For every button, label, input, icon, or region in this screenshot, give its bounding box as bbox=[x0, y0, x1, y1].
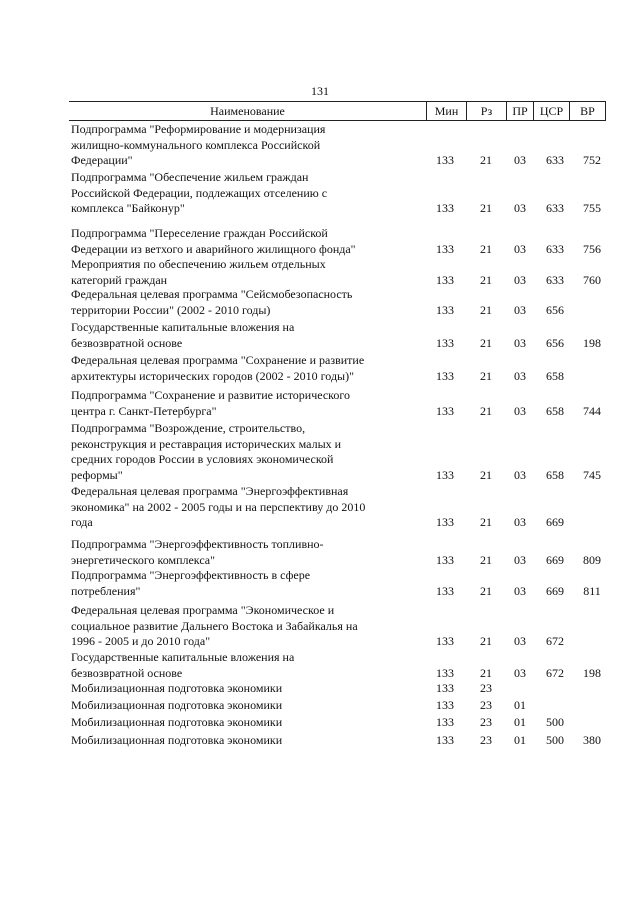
cell-vr: 198 bbox=[583, 665, 601, 680]
cell-csr: 669 bbox=[546, 515, 564, 529]
cell-csr: 633 bbox=[546, 272, 564, 287]
cell-csr: 658 bbox=[546, 368, 564, 383]
cell-pr: 03 bbox=[514, 241, 526, 256]
cell-rz: 21 bbox=[480, 272, 492, 287]
cell-pr: 01 bbox=[514, 733, 526, 747]
cell-pr: 01 bbox=[514, 698, 526, 712]
header-min: Мин bbox=[426, 102, 466, 120]
cell-min: 133 bbox=[436, 153, 454, 167]
cell-csr: 633 bbox=[546, 201, 564, 215]
cell-min: 133 bbox=[436, 201, 454, 215]
cell-pr: 01 bbox=[514, 715, 526, 729]
row-name: Подпрограмма "Возрождение, строительство, реконструкция и реставрация исторических малых и средних городов России в условиях экономической реформы" bbox=[71, 421, 342, 482]
cell-min: 133 bbox=[436, 515, 454, 529]
cell-csr: 500 bbox=[546, 733, 564, 747]
row-name: Федеральная целевая программа "Сейсмобезопасность территории России" (2002 - 2010 годы) bbox=[71, 287, 353, 317]
row-name: Подпрограмма "Реформирование и модернизация жилищно-коммунального комплекса Российской Федерации" bbox=[71, 122, 326, 167]
cell-min: 133 bbox=[436, 302, 454, 317]
table-row bbox=[0, 537, 640, 568]
cell-csr: 669 bbox=[546, 583, 564, 598]
cell-rz: 21 bbox=[480, 583, 492, 598]
cell-rz: 21 bbox=[480, 467, 492, 482]
row-name: Подпрограмма "Сохранение и развитие исторического центра г. Санкт-Петербурга" bbox=[71, 388, 351, 418]
cell-vr: 756 bbox=[583, 241, 601, 256]
cell-csr: 656 bbox=[546, 302, 564, 317]
table-row bbox=[0, 698, 640, 714]
cell-csr: 658 bbox=[546, 403, 564, 418]
table-row bbox=[0, 257, 640, 288]
cell-rz: 21 bbox=[480, 302, 492, 317]
cell-pr: 03 bbox=[514, 515, 526, 529]
cell-pr: 03 bbox=[514, 272, 526, 287]
page-number: 131 bbox=[311, 84, 329, 98]
table-row bbox=[0, 122, 640, 169]
table-row bbox=[0, 733, 640, 749]
cell-rz: 23 bbox=[480, 698, 492, 712]
cell-vr: 752 bbox=[583, 153, 601, 167]
row-name: Подпрограмма "Энергоэффективность топливно- энергетического комплекса" bbox=[71, 537, 324, 567]
cell-pr: 03 bbox=[514, 665, 526, 680]
header-name: Наименование bbox=[210, 104, 285, 118]
header-vr: ВР bbox=[569, 102, 606, 120]
cell-min: 133 bbox=[436, 583, 454, 598]
cell-csr: 633 bbox=[546, 241, 564, 256]
cell-min: 133 bbox=[436, 698, 454, 712]
table-row bbox=[0, 650, 640, 681]
table-row bbox=[0, 170, 640, 217]
row-name: Подпрограмма "Переселение граждан Российской Федерации из ветхого и аварийного жилищного фонда" bbox=[71, 226, 356, 256]
cell-min: 133 bbox=[436, 272, 454, 287]
table-row bbox=[0, 226, 640, 257]
table-row bbox=[0, 681, 640, 697]
table-row bbox=[0, 603, 640, 650]
cell-csr: 633 bbox=[546, 153, 564, 167]
cell-rz: 21 bbox=[480, 665, 492, 680]
cell-csr: 500 bbox=[546, 715, 564, 729]
cell-csr: 656 bbox=[546, 335, 564, 350]
row-name: Мобилизационная подготовка экономики bbox=[71, 715, 283, 729]
cell-pr: 03 bbox=[514, 583, 526, 598]
cell-csr: 672 bbox=[546, 665, 564, 680]
cell-pr: 03 bbox=[514, 552, 526, 567]
row-name: Государственные капитальные вложения на безвозвратной основе bbox=[71, 650, 295, 680]
table-row bbox=[0, 484, 640, 531]
cell-pr: 03 bbox=[514, 634, 526, 648]
table-row bbox=[0, 320, 640, 351]
cell-min: 133 bbox=[436, 681, 454, 695]
cell-pr: 03 bbox=[514, 201, 526, 215]
cell-min: 133 bbox=[436, 335, 454, 350]
row-name: Подпрограмма "Энергоэффективность в сфере потребления" bbox=[71, 568, 311, 598]
table-header bbox=[69, 101, 606, 121]
table-row bbox=[0, 353, 640, 384]
cell-pr: 03 bbox=[514, 467, 526, 482]
row-name: Федеральная целевая программа "Энергоэффективная экономика" на 2002 - 2005 годы и на перспективу до 2010 года bbox=[71, 484, 366, 529]
row-name: Мобилизационная подготовка экономики bbox=[71, 681, 283, 695]
cell-min: 133 bbox=[436, 368, 454, 383]
row-name: Мобилизационная подготовка экономики bbox=[71, 733, 283, 747]
cell-rz: 21 bbox=[480, 634, 492, 648]
cell-vr: 198 bbox=[583, 335, 601, 350]
cell-min: 133 bbox=[436, 634, 454, 648]
row-name: Подпрограмма "Обеспечение жильем граждан Российской Федерации, подлежащих отселению с комплекса "Байконур" bbox=[71, 170, 328, 215]
header-csr: ЦСР bbox=[533, 102, 569, 120]
cell-csr: 672 bbox=[546, 634, 564, 648]
table-row bbox=[0, 715, 640, 731]
cell-rz: 21 bbox=[480, 201, 492, 215]
table-row bbox=[0, 421, 640, 483]
cell-min: 133 bbox=[436, 241, 454, 256]
cell-min: 133 bbox=[436, 715, 454, 729]
header-pr: ПР bbox=[506, 102, 533, 120]
cell-vr: 809 bbox=[583, 552, 601, 567]
cell-min: 133 bbox=[436, 552, 454, 567]
cell-pr: 03 bbox=[514, 302, 526, 317]
table-row bbox=[0, 568, 640, 599]
cell-rz: 21 bbox=[480, 552, 492, 567]
table-row bbox=[0, 388, 640, 419]
row-name: Федеральная целевая программа "Экономическое и социальное развитие Дальнего Востока и Забайкалья на 1996 - 2005 и до 2010 года" bbox=[71, 603, 358, 648]
cell-rz: 23 bbox=[480, 715, 492, 729]
header-rz: Рз bbox=[466, 102, 506, 120]
cell-rz: 21 bbox=[480, 403, 492, 418]
cell-rz: 21 bbox=[480, 368, 492, 383]
cell-vr: 380 bbox=[583, 733, 601, 747]
cell-pr: 03 bbox=[514, 368, 526, 383]
cell-min: 133 bbox=[436, 467, 454, 482]
row-name: Федеральная целевая программа "Сохранение и развитие архитектуры исторических городов (2002 - 2010 годы)" bbox=[71, 353, 365, 383]
cell-vr: 755 bbox=[583, 201, 601, 215]
cell-vr: 744 bbox=[583, 403, 601, 418]
cell-rz: 23 bbox=[480, 681, 492, 695]
cell-rz: 23 bbox=[480, 733, 492, 747]
cell-pr: 03 bbox=[514, 335, 526, 350]
cell-rz: 21 bbox=[480, 335, 492, 350]
cell-rz: 21 bbox=[480, 241, 492, 256]
cell-min: 133 bbox=[436, 665, 454, 680]
cell-min: 133 bbox=[436, 403, 454, 418]
row-name: Мероприятия по обеспечению жильем отдельных категорий граждан bbox=[71, 257, 326, 287]
cell-min: 133 bbox=[436, 733, 454, 747]
cell-rz: 21 bbox=[480, 515, 492, 529]
cell-vr: 760 bbox=[583, 272, 601, 287]
cell-pr: 03 bbox=[514, 153, 526, 167]
cell-csr: 658 bbox=[546, 467, 564, 482]
cell-csr: 669 bbox=[546, 552, 564, 567]
cell-vr: 745 bbox=[583, 467, 601, 482]
cell-pr: 03 bbox=[514, 403, 526, 418]
table-row bbox=[0, 287, 640, 318]
row-name: Государственные капитальные вложения на безвозвратной основе bbox=[71, 320, 295, 350]
row-name: Мобилизационная подготовка экономики bbox=[71, 698, 283, 712]
cell-rz: 21 bbox=[480, 153, 492, 167]
cell-vr: 811 bbox=[583, 583, 601, 598]
